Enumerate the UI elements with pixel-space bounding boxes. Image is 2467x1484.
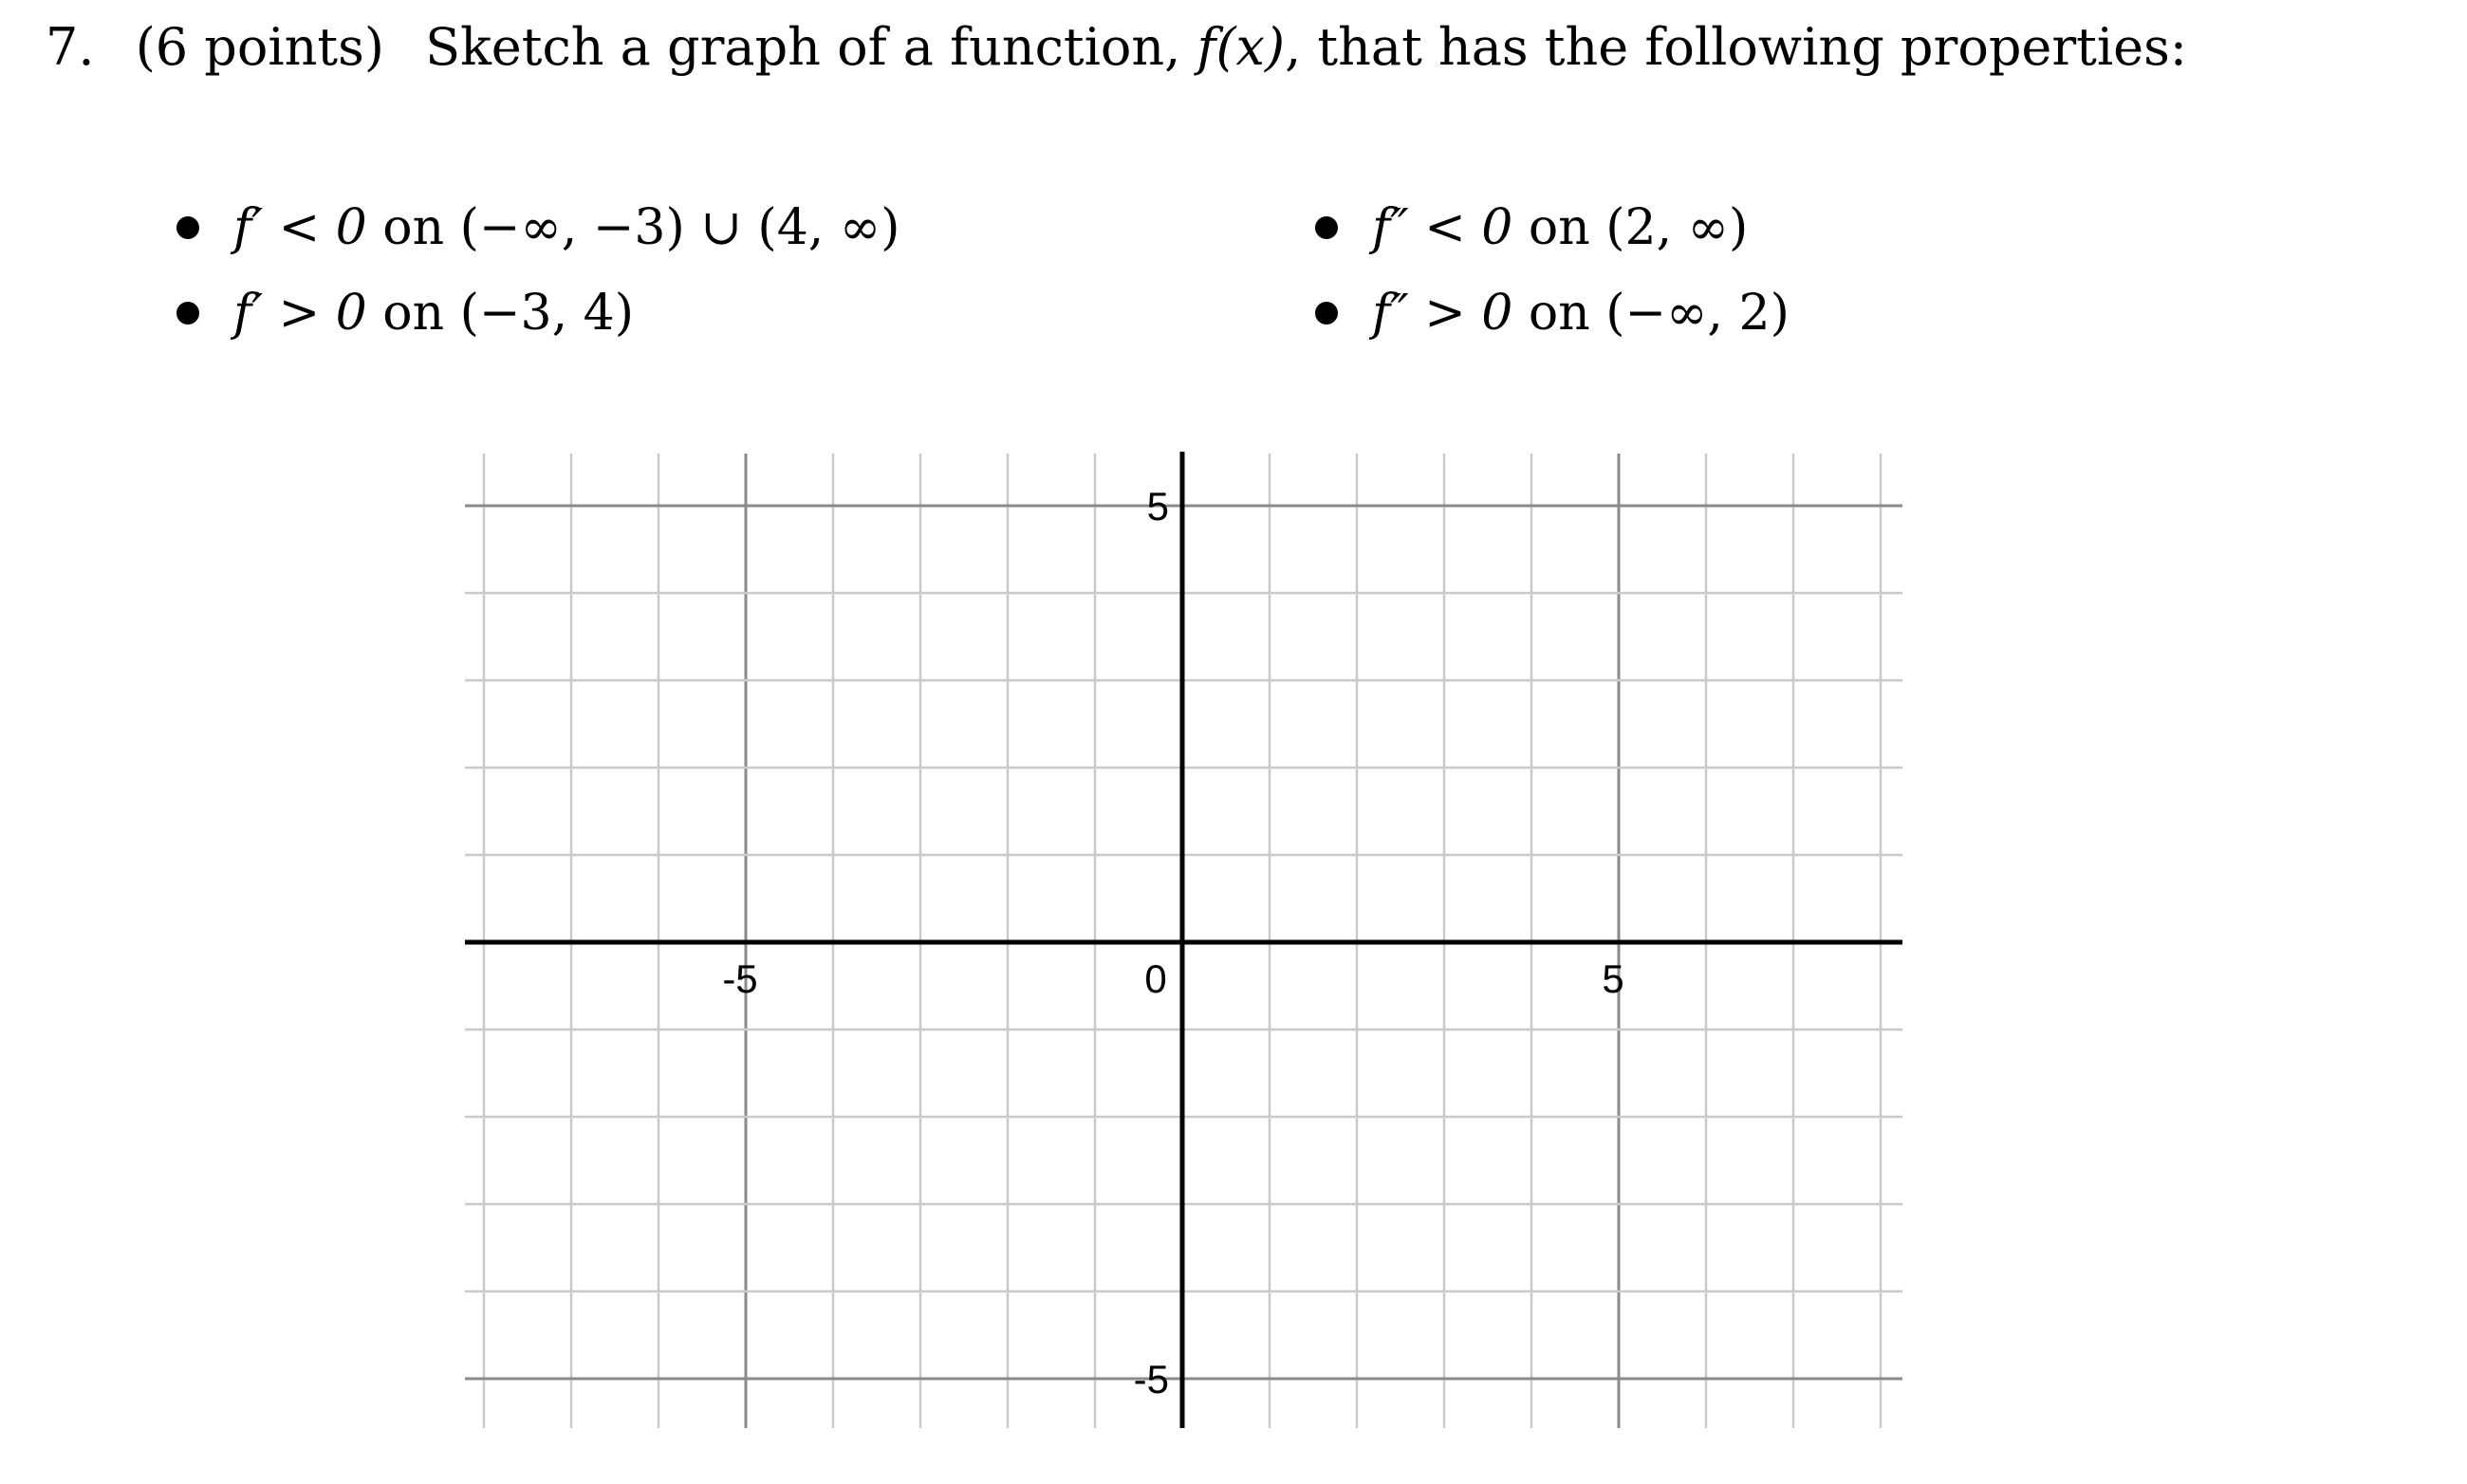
property-on: on [382, 199, 445, 256]
property-on: on [1528, 199, 1590, 256]
property-interval: (−3, 4) [459, 285, 634, 342]
property-interval: (2, ∞) [1605, 199, 1749, 256]
property-interval: (−∞, 2) [1605, 285, 1790, 342]
question-points: (6 points) [135, 17, 384, 77]
property-condition: f′ < 0 [233, 199, 367, 256]
question-prompt-end: , that has the following properties: [1285, 17, 2187, 77]
question-function: f(x) [1196, 17, 1286, 77]
question-prompt-start: Sketch a graph of a function, [425, 17, 1197, 77]
property-on: on [1528, 285, 1590, 342]
y-tick-label: 5 [1146, 484, 1169, 529]
property-interval: (−∞, −3) ∪ (4, ∞) [459, 199, 900, 256]
x-tick-label: 0 [1144, 956, 1167, 1001]
x-tick-label: 5 [1602, 956, 1624, 1001]
property-condition: f′ > 0 [233, 285, 367, 342]
question-number: 7. [46, 17, 95, 77]
property-condition: f″ < 0 [1372, 199, 1513, 256]
property-condition: f″ > 0 [1372, 285, 1513, 342]
property-on: on [382, 285, 445, 342]
y-tick-label: -5 [1133, 1357, 1169, 1401]
x-tick-label: -5 [722, 956, 758, 1001]
